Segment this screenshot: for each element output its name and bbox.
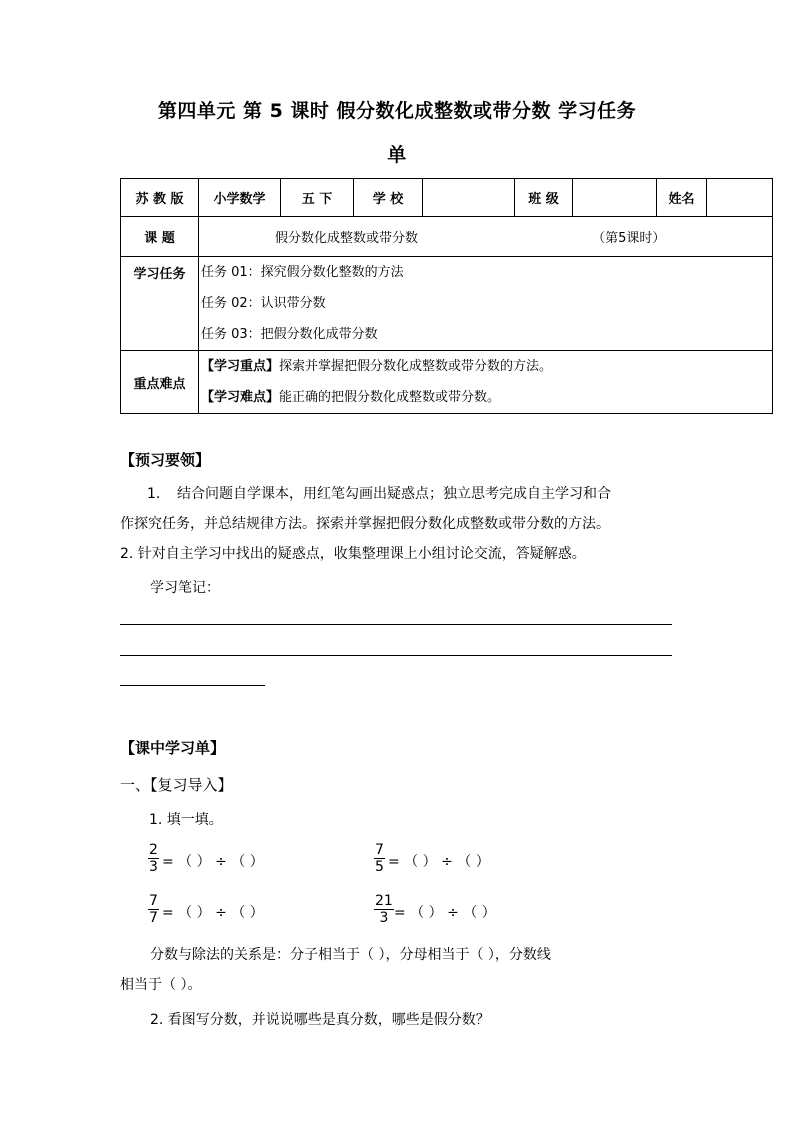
fraction-numerator: 7: [375, 842, 384, 858]
note-line[interactable]: [120, 655, 672, 656]
tasks-cell: [199, 257, 773, 351]
topic-cell: [199, 217, 773, 257]
relation-line1: 分数与除法的关系是：分子相当于（ ），分母相当于（ ），分数线: [150, 947, 551, 963]
task-item: 任务 02：认识带分数: [201, 296, 326, 311]
page-title-continued: 单: [387, 144, 407, 166]
lesson-info-table: [120, 178, 773, 414]
topic-label: 课 题: [121, 217, 199, 257]
tasks-label: 学习任务: [121, 257, 199, 351]
fraction-equation[interactable]: = （ ） ÷ （ ）: [388, 854, 490, 870]
relation-line2: 相当于（ ）。: [120, 977, 202, 993]
fraction-equation[interactable]: = （ ） ÷ （ ）: [162, 905, 264, 921]
focus-cell: [199, 351, 773, 414]
preview-item1-number: 1.: [147, 486, 161, 502]
topic-period: （第5课时）: [592, 231, 666, 246]
grade-cell: 五 下: [281, 179, 354, 217]
difficulty-text: 能正确的把假分数化成整数或带分数。: [279, 390, 501, 405]
name-label: 姓名: [657, 179, 707, 217]
focus-text: 探索并掌握把假分数化成整数或带分数的方法。: [279, 359, 553, 374]
preview-item2: 2. 针对自主学习中找出的疑惑点，收集整理课上小组讨论交流，答疑解惑。: [120, 546, 586, 562]
preview-heading: 【预习要领】: [120, 451, 211, 469]
task-item: 任务 01：探究假分数化整数的方法: [201, 265, 404, 280]
name-field[interactable]: [707, 179, 773, 217]
info-row-focus: [121, 351, 773, 414]
fraction-denominator: 5: [375, 859, 384, 875]
fraction-denominator: 7: [149, 910, 158, 926]
fraction-numerator: 21: [375, 893, 393, 909]
school-label: 学 校: [354, 179, 423, 217]
info-row-topic: [121, 217, 773, 257]
class-label: 班 级: [515, 179, 573, 217]
fraction-equation[interactable]: = （ ） ÷ （ ）: [162, 854, 264, 870]
fraction-denominator: 3: [149, 859, 158, 875]
fraction: [148, 842, 159, 875]
question-1-label: 1. 填一填。: [149, 812, 223, 828]
subject-cell: 小学数学: [199, 179, 281, 217]
focus-tag: 【学习重点】: [201, 359, 280, 374]
topic-value: 假分数化成整数或带分数: [275, 231, 419, 246]
note-line[interactable]: [120, 624, 672, 625]
difficulty-line: [201, 382, 770, 413]
edition-cell: 苏 教 版: [121, 179, 199, 217]
question-2-label: 2. 看图写分数，并说说哪些是真分数，哪些是假分数？: [150, 1012, 490, 1028]
fraction: [374, 893, 394, 926]
preview-item1-line2: 作探究任务，并总结规律方法。探索并掌握把假分数化成整数或带分数的方法。: [120, 516, 610, 532]
focus-line: [201, 351, 770, 382]
page-title: 第四单元 第 5 课时 假分数化成整数或带分数 学习任务: [157, 100, 637, 122]
task-item: 任务 03：把假分数化成带分数: [201, 327, 378, 342]
fraction-numerator: 7: [149, 893, 158, 909]
class-field[interactable]: [573, 179, 657, 217]
fraction: [148, 893, 159, 926]
school-field[interactable]: [423, 179, 515, 217]
fraction-equation[interactable]: = （ ） ÷ （ ）: [394, 905, 496, 921]
review-heading: 一、【复习导入】: [120, 776, 233, 794]
lesson-heading: 【课中学习单】: [120, 739, 226, 757]
fraction-numerator: 2: [149, 842, 158, 858]
fraction: [374, 842, 385, 875]
preview-item1-line1: 结合问题自学课本，用红笔勾画出疑惑点；独立思考完成自主学习和合: [177, 486, 611, 502]
info-row-tasks: [121, 257, 773, 351]
focus-label: 重点难点: [121, 351, 199, 414]
note-line[interactable]: [120, 685, 265, 686]
notes-label: 学习笔记：: [150, 580, 220, 596]
info-row-header: [121, 179, 773, 217]
difficulty-tag: 【学习难点】: [201, 390, 280, 405]
fraction-denominator: 3: [374, 909, 394, 926]
